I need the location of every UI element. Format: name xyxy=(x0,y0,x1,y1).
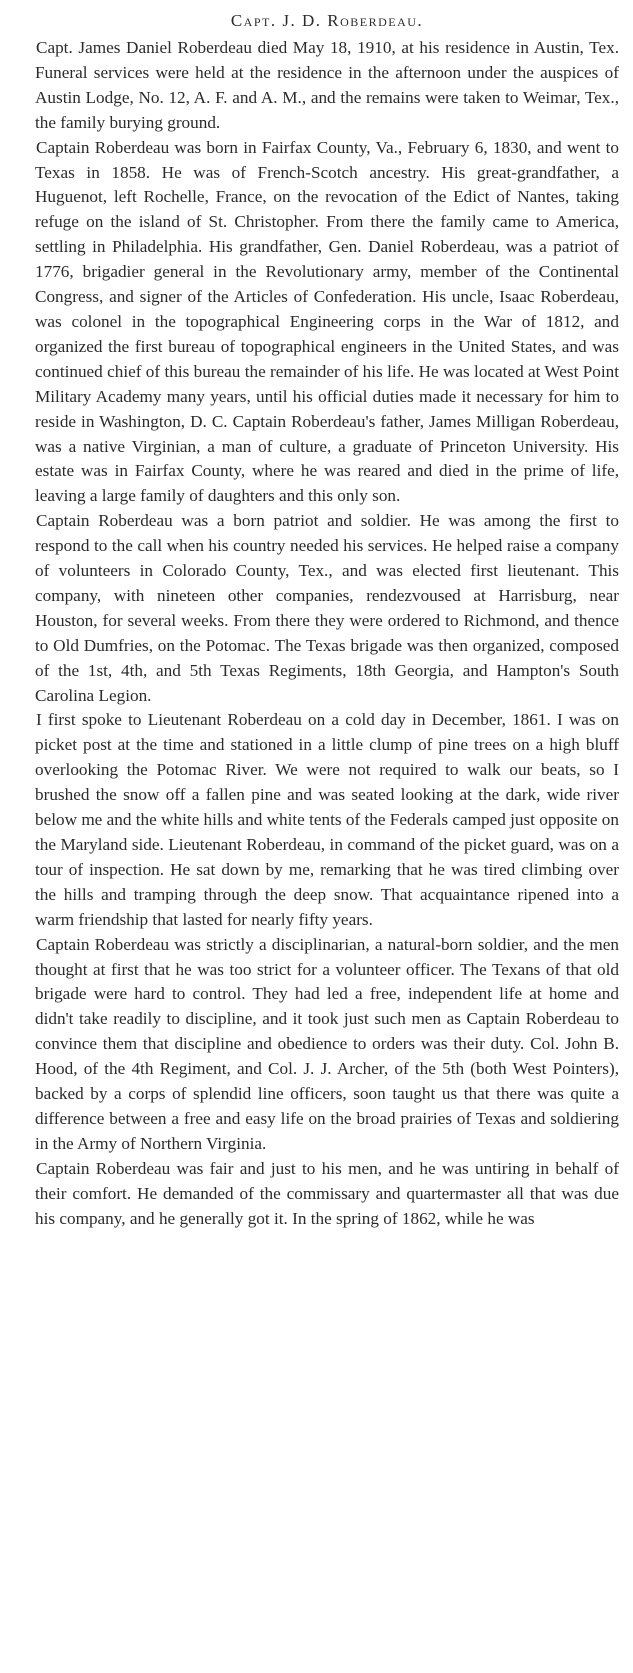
paragraph-3: Captain Roberdeau was a born patriot and soldier. He was among the first to respond to the call when his country needed his services. He helped raise a company of volunteers in Colorado County, Tex., and was elected first lieutenant. This company, with nineteen other companies, rendezvoused at Harrisburg, near Houston, for several weeks. From there they were ordered to Richmond, and thence to Old Dumfries, on the Potomac. The Texas brigade was then organized, composed of the 1st, 4th, and 5th Texas Regiments, 18th Georgia, and Hampton's South Carolina Legion. xyxy=(35,511,619,705)
paragraph-4: I first spoke to Lieutenant Roberdeau on a cold day in December, 1861. I was on picket post at the time and stationed in a little clump of pine trees on a high bluff overlooking the Potomac River. We were not required to walk our beats, so I brushed the snow off a fallen pine and was seated looking at the dark, wide river below me and the white hills and white tents of the Federals camped just opposite on the Maryland side. Lieutenant Roberdeau, in command of the picket guard, was on a tour of inspection. He sat down by me, remarking that he was tired climbing over the hills and tramping through the deep snow. That acquaintance ripened into a warm friendship that lasted for nearly fifty years. xyxy=(35,710,619,929)
paragraph-1: Capt. James Daniel Roberdeau died May 18, 1910, at his residence in Austin, Tex. Funeral services were held at the residence in the afternoon under the auspices of Austin Lodge, No. 12, A. F. and A. M., and the remains were taken to Weimar, Tex., the family burying ground. xyxy=(35,38,619,132)
article xyxy=(35,8,619,1232)
article-title: Capt. J. D. Roberdeau. xyxy=(230,11,424,30)
paragraph-5: Captain Roberdeau was strictly a disciplinarian, a natural-born soldier, and the men thought at first that he was too strict for a volunteer officer. The Texans of that old brigade were hard to control. They had led a free, independent life at home and didn't take readily to discipline, and it took just such men as Captain Roberdeau to convince them that discipline and obedience to orders was their duty. Col. John B. Hood, of the 4th Regiment, and Col. J. J. Archer, of the 5th (both West Pointers), backed by a corps of splendid line officers, soon taught us that there was quite a difference between a free and easy life on the broad prairies of Texas and soldiering in the Army of Northern Virginia. xyxy=(35,934,619,1153)
paragraph-6: Captain Roberdeau was fair and just to his men, and he was untiring in behalf of their comfort. He demanded of the commissary and quartermaster all that was due his company, and he generally got it. In the spring of 1862, while he was xyxy=(35,1158,619,1228)
paragraph-2: Captain Roberdeau was born in Fairfax County, Va., February 6, 1830, and went to Texas in 1858. He was of French-Scotch ancestry. His great-grandfather, a Huguenot, left Rochelle, France, on the revocation of the Edict of Nantes, taking refuge on the island of St. Christopher. From there the family came to America, settling in Philadelphia. His grandfather, Gen. Daniel Roberdeau, was a patriot of 1776, brigadier general in the Revolutionary army, member of the Continental Congress, and signer of the Articles of Confederation. His uncle, Isaac Roberdeau, was colonel in the topographical Engineering corps in the War of 1812, and organized the first bureau of topographical engineers in the United States, and was continued chief of this bureau the remainder of his life. He was located at West Point Military Academy many years, until his official duties made it necessary for him to reside in Washington, D. C. Captain Roberdeau's father, James Milligan Roberdeau, was a native Virginian, a man of culture, a graduate of Princeton University. His estate was in Fairfax County, where he was reared and died in the prime of life, leaving a large family of daughters and this only son. xyxy=(35,137,619,506)
